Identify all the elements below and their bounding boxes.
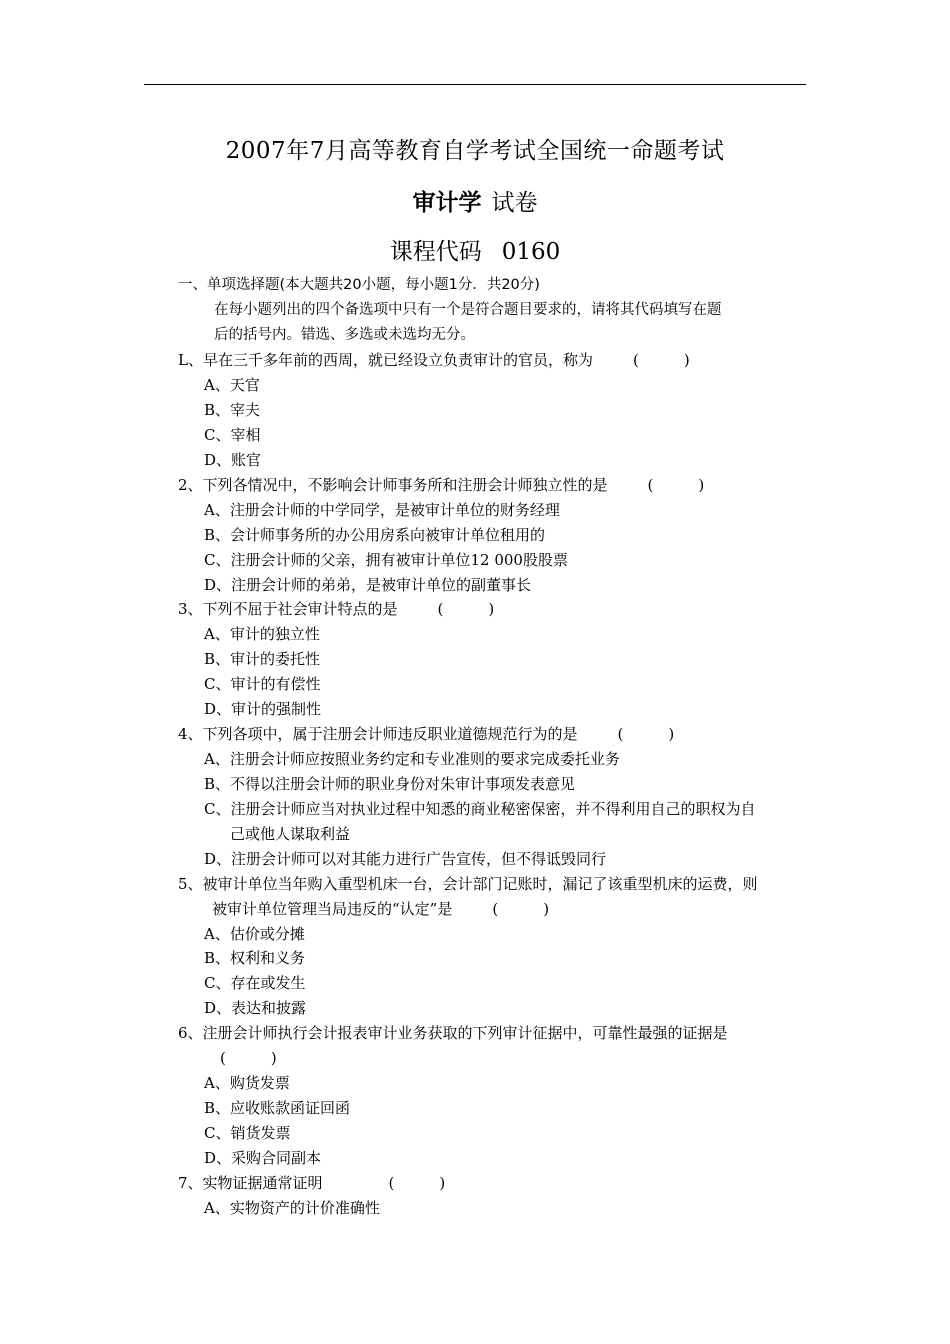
section-instruction: 后的括号内。错选、多选或未选均无分。	[214, 327, 475, 343]
option: A、审计的独立性	[204, 625, 320, 643]
option: B、会计师事务所的办公用房系向被审计单位租用的	[204, 526, 546, 544]
question-stem: 4、下列各项中，属于注册会计师违反职业道德规范行为的是 ( )	[178, 725, 675, 743]
option: A、实物资产的计价准确性	[204, 1199, 380, 1217]
option: C、存在或发生	[204, 974, 306, 992]
option: A、注册会计师应按照业务约定和专业准则的要求完成委托业务	[204, 750, 620, 768]
answer-paren: ( )	[647, 476, 705, 494]
course-code-label: 课程代码	[389, 239, 482, 265]
question-stem: 7、实物证据通常证明 ( )	[178, 1174, 446, 1192]
option: C、宰相	[204, 426, 261, 444]
option: C、销货发票	[204, 1124, 291, 1142]
section-instruction: 在每小题列出的四个备选项中只有一个是符合题目要求的，请将其代码填写在题	[214, 302, 722, 318]
option: D、审计的强制性	[204, 700, 322, 718]
exam-title: 2007年7月高等教育自学考试全国统一命题考试	[225, 138, 725, 164]
question-stem-continued: 被审计单位管理当局违反的“认定”是 ( )	[212, 900, 550, 918]
question-stem: 2、下列各情况中，不影响会计师事务所和注册会计师独立性的是 ( )	[178, 476, 705, 494]
option-continued: 己或他人谋取利益	[230, 825, 351, 843]
answer-paren: ( )	[492, 900, 550, 918]
question-stem: 3、下列不屈于社会审计特点的是 ( )	[178, 600, 495, 618]
option: D、表达和披露	[204, 999, 307, 1017]
paper-label: 试卷	[491, 190, 538, 216]
option: A、注册会计师的中学同学，是被审计单位的财务经理	[204, 501, 560, 519]
option: D、账官	[204, 451, 262, 469]
option: B、审计的委托性	[204, 650, 321, 668]
option: C、注册会计师应当对执业过程中知悉的商业秘密保密，并不得利用自己的职权为自	[204, 800, 756, 818]
option: B、应收账款函证回函	[204, 1099, 351, 1117]
question-stem: L、早在三千多年前的西周，就已经设立负责审计的官员，称为 ( )	[178, 351, 690, 369]
option: B、不得以注册会计师的职业身份对朱审计事项发表意见	[204, 775, 576, 793]
answer-paren: ( )	[437, 600, 495, 618]
answer-paren: ( )	[220, 1049, 277, 1067]
answer-paren: ( )	[632, 351, 690, 369]
option: A、天官	[204, 376, 260, 394]
course-code-value: 0160	[501, 239, 561, 265]
option: B、权利和义务	[204, 949, 306, 967]
option: C、审计的有偿性	[204, 675, 321, 693]
option: D、注册会计师的弟弟，是被审计单位的副董事长	[204, 576, 532, 594]
option: A、估价或分摊	[204, 925, 305, 943]
answer-paren: ( )	[617, 725, 675, 743]
option: B、宰夫	[204, 401, 261, 419]
option: D、采购合同副本	[204, 1149, 322, 1167]
option: A、购货发票	[204, 1074, 290, 1092]
section-heading: 一、单项选择题(本大题共20小题，每小题1分．共20分)	[178, 277, 540, 293]
subject-name: 审计学	[412, 189, 482, 216]
question-stem: 5、被审计单位当年购入重型机床一台，会计部门记账时，漏记了该重型机床的运费，则	[178, 875, 758, 893]
option: D、注册会计师可以对其能力进行广告宣传，但不得诋毁同行	[204, 850, 607, 868]
option: C、注册会计师的父亲，拥有被审计单位12 000股股票	[204, 551, 568, 569]
answer-paren: ( )	[388, 1174, 446, 1192]
question-stem: 6、注册会计师执行会计报表审计业务获取的下列审计征据中，可靠性最强的证据是	[178, 1024, 728, 1042]
